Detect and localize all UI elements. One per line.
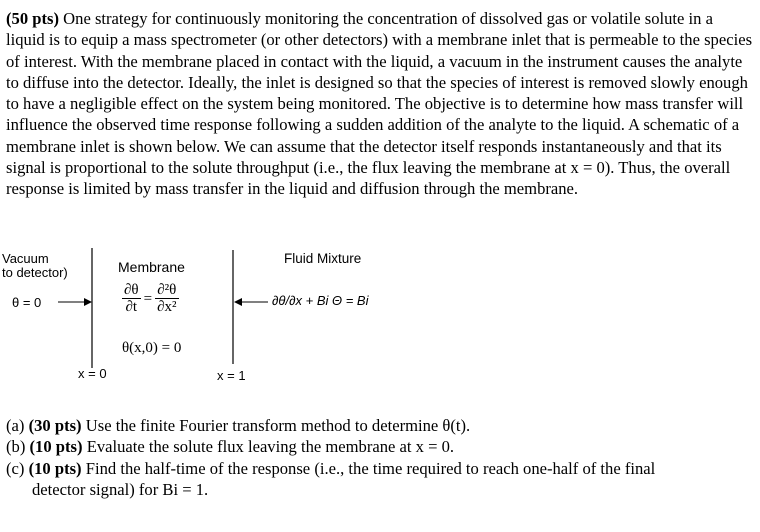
- pde-rhs: [155, 282, 178, 316]
- part-a-label: (a): [6, 416, 25, 435]
- part-a-points: (30 pts): [28, 416, 82, 435]
- fluid-mixture-label: Fluid Mixture: [284, 251, 362, 266]
- problem-points: (50 pts): [6, 9, 60, 28]
- pde-lhs-den: ∂t: [125, 299, 138, 315]
- vacuum-label: [2, 252, 68, 280]
- part-c: [6, 458, 754, 479]
- bc-right-label: ∂θ/∂x + Bi Θ = Bi: [272, 293, 369, 308]
- part-c-continued: detector signal) for Bi = 1.: [32, 479, 209, 499]
- part-a: [6, 415, 754, 436]
- part-b: [6, 436, 754, 457]
- pde-rhs-den: ∂x²: [157, 299, 177, 315]
- vacuum-label-line1: Vacuum: [2, 251, 49, 266]
- vacuum-label-line2: to detector): [2, 265, 68, 280]
- initial-condition: θ(x,0) = 0: [122, 340, 182, 356]
- x1-label: x = 1: [217, 368, 246, 383]
- part-c-text: Find the half-time of the response (i.e., the time required to reach one-half of the final: [85, 458, 656, 478]
- pde-lhs-num: ∂θ: [124, 282, 139, 298]
- pde-equals: =: [143, 290, 153, 307]
- membrane-label: Membrane: [118, 259, 185, 275]
- part-b-label: (b): [6, 437, 26, 457]
- problem-text: One strategy for continuously monitoring the concentration of dissolved gas or volatile solute in a liquid is to equip a mass spectrometer (or other detectors) with a membrane inlet that is permeable to the species of interest. With the membrane placed in contact with the liquid, a vacuum in the instrument causes the analyte to diffuse into the detector. Ideally, the inlet is designed so that the species of interest is removed slowly enough to have a negligible effect on the system being monitored. The objective is to determine how mass transfer will influence the observed time response following a sudden addition of the analyte to the liquid. A schematic of a membrane inlet is shown below. We can assume that the detector itself responds instantaneously and that its signal is proportional to the solute throughput (i.e., the flux leaving the membrane at x = 0). Thus, the overall response is limited by mass transfer in the liquid and diffusion through the membrane.: [6, 9, 753, 199]
- problem-statement: [6, 8, 754, 200]
- part-c-points: (10 pts): [28, 458, 82, 478]
- x0-label: x = 0: [78, 366, 107, 381]
- problem-parts: [6, 415, 754, 500]
- bc-left-label: θ = 0: [12, 295, 42, 310]
- part-c-label: (c): [6, 458, 25, 478]
- part-b-points: (10 pts): [29, 437, 83, 457]
- part-a-text: Use the finite Fourier transform method to determine θ(t).: [85, 416, 471, 435]
- governing-equation: [122, 282, 179, 316]
- pde-rhs-num: ∂²θ: [155, 282, 178, 299]
- part-b-text: Evaluate the solute flux leaving the membrane at x = 0.: [86, 437, 455, 457]
- pde-lhs: [122, 282, 141, 316]
